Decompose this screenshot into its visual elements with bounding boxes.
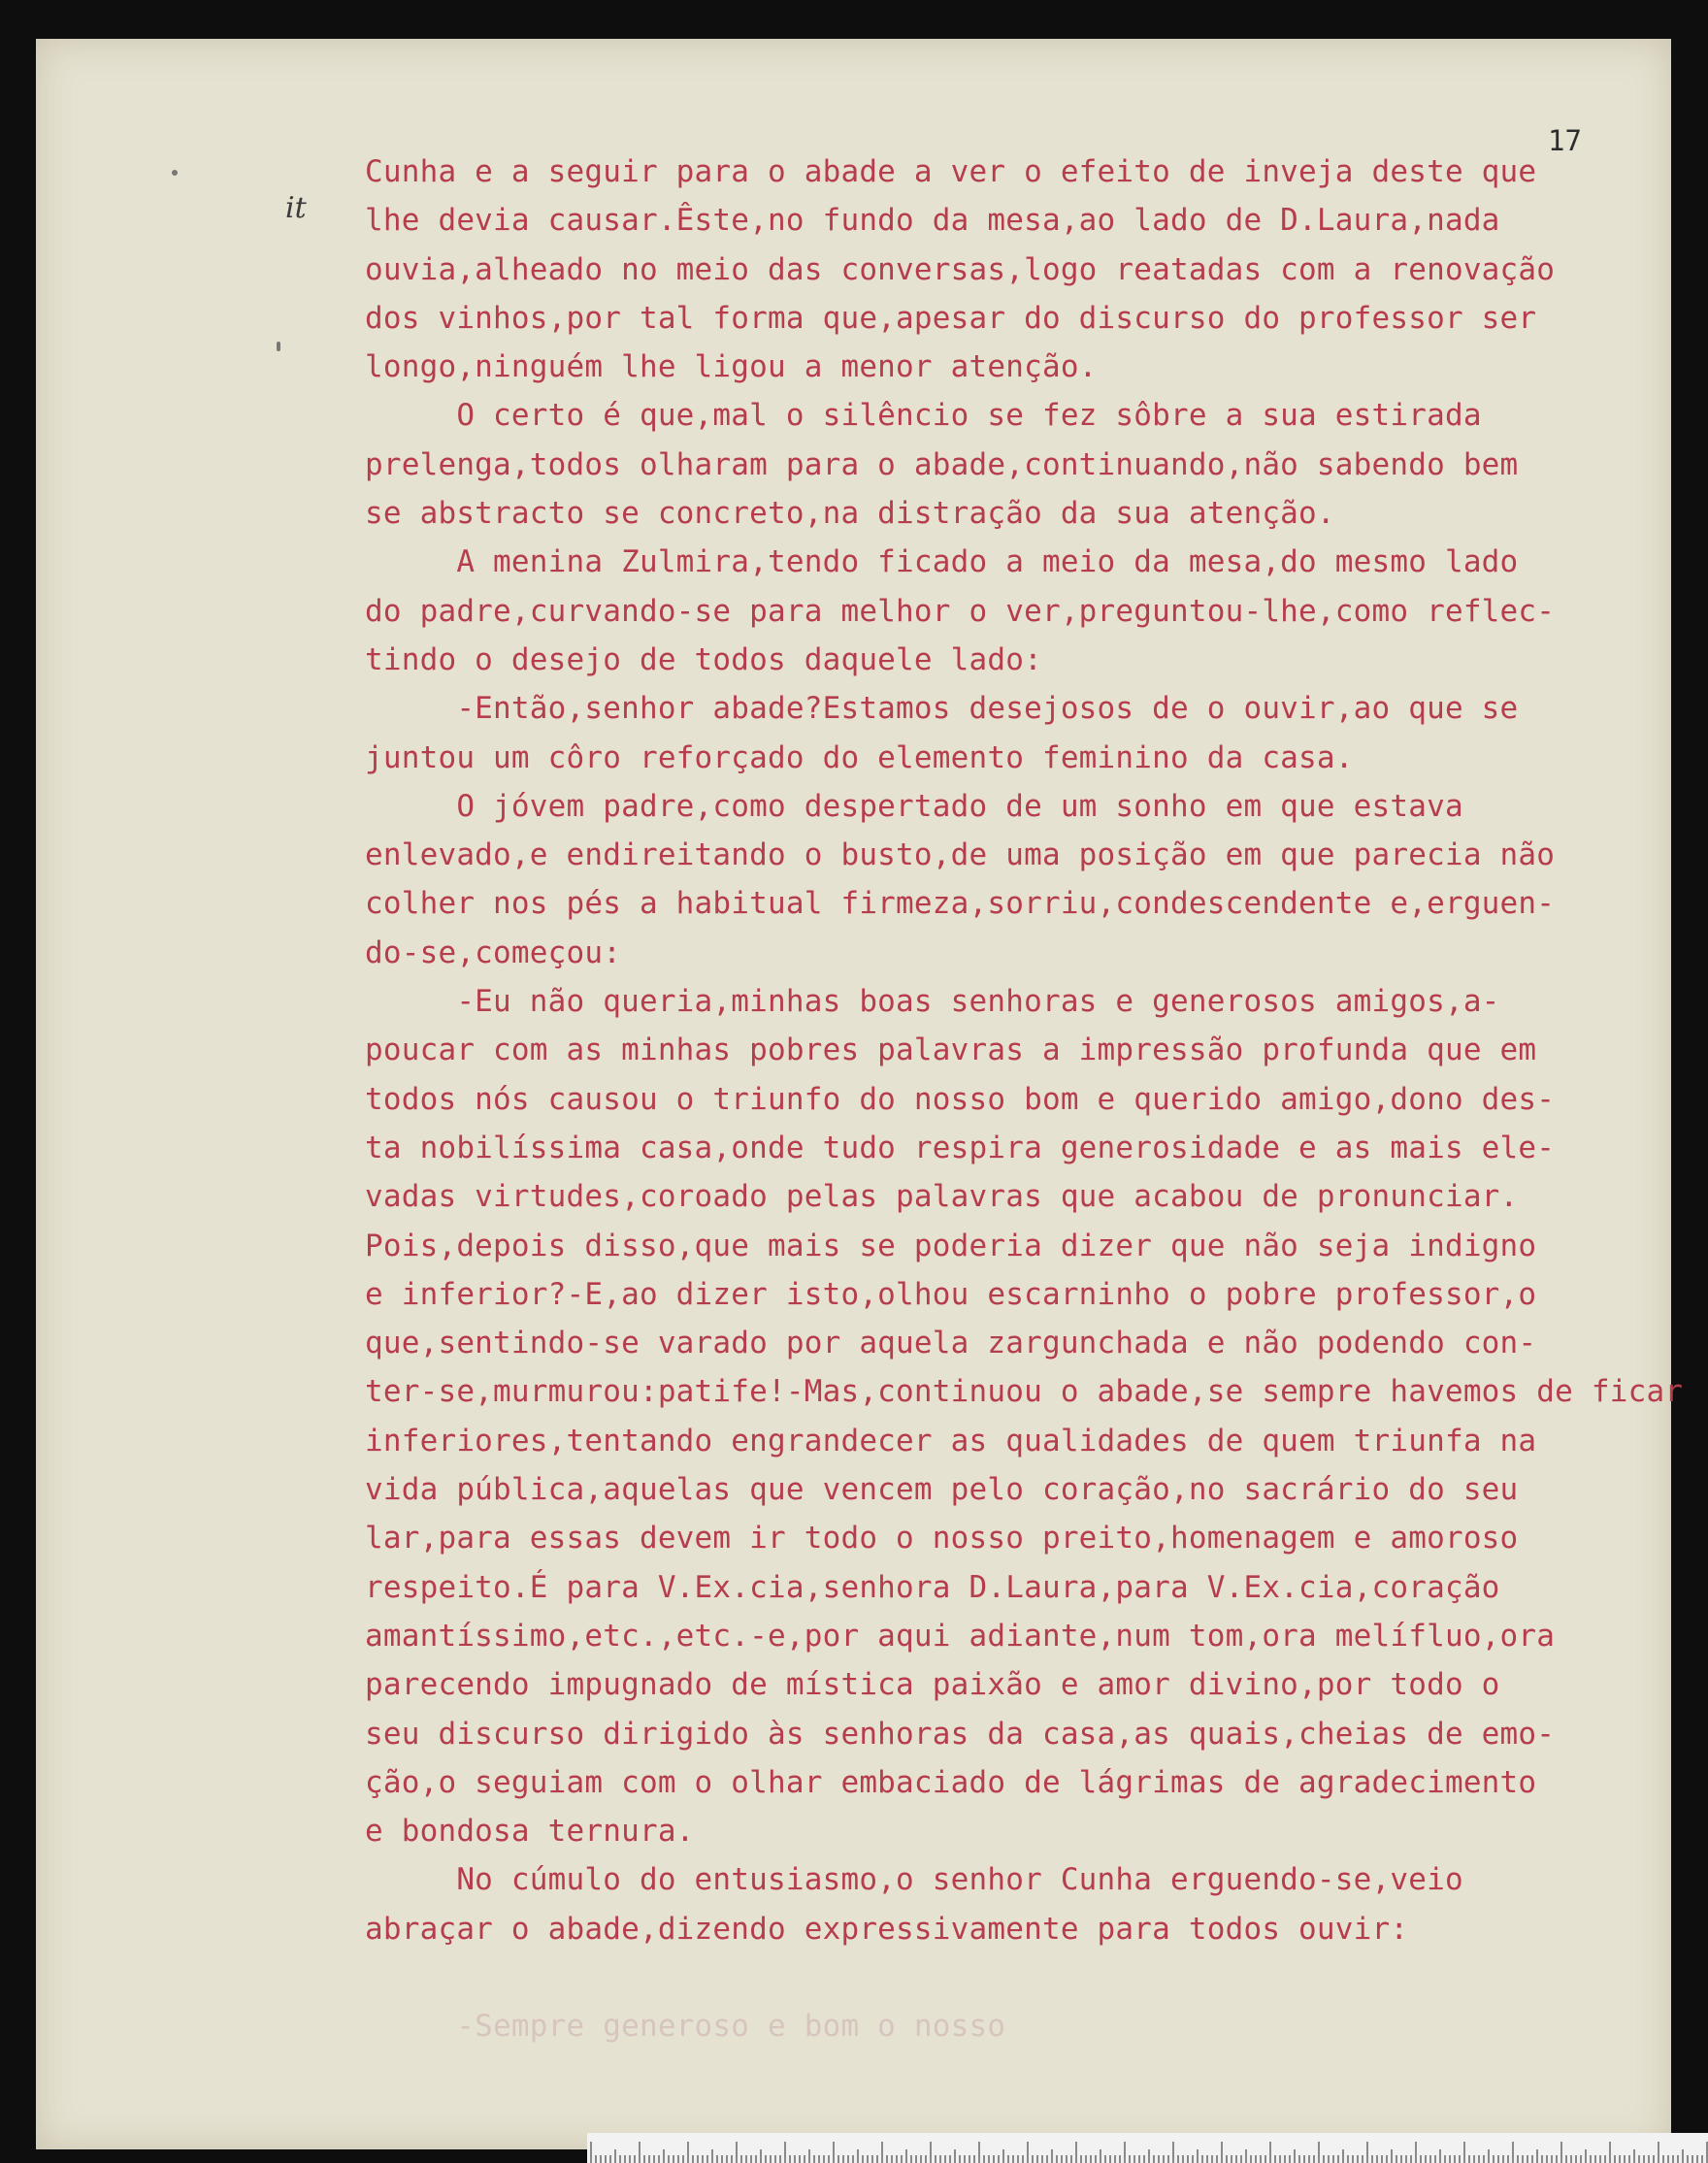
text-line: do-se,começou:	[365, 934, 622, 970]
text-line: O certo é que,mal o silêncio se fez sôbre a sua estirada	[365, 398, 1482, 434]
text-line: A menina Zulmira,tendo ficado a meio da mesa,do mesmo lado	[365, 544, 1519, 580]
text-line: parecendo impugnado de mística paixão e amor divino,por todo o	[365, 1667, 1500, 1703]
text-line: seu discurso dirigido às senhoras da casa,as quais,cheias de emo-	[365, 1716, 1556, 1752]
typed-text-body	[365, 147, 1684, 2051]
margin-mark	[172, 170, 178, 176]
text-line: vida pública,aquelas que vencem pelo coração,no sacrário do seu	[365, 1472, 1519, 1508]
text-line: -Eu não queria,minhas boas senhoras e generosos amigos,a-	[365, 984, 1500, 1020]
ruler-ticks	[587, 2133, 1708, 2163]
text-line: inferiores,tentando engrandecer as qualidades de quem triunfa na	[365, 1423, 1537, 1458]
text-line: dos vinhos,por tal forma que,apesar do discurso do professor ser	[365, 300, 1537, 336]
text-line: que,sentindo-se varado por aquela zargunchada e não podendo con-	[365, 1326, 1537, 1361]
text-line: ouvia,alheado no meio das conversas,logo reatadas com a renovação	[365, 251, 1556, 287]
text-line: respeito.É para V.Ex.cia,senhora D.Laura,para V.Ex.cia,coração	[365, 1569, 1500, 1605]
text-line: enlevado,e endireitando o busto,de uma posição em que parecia não	[365, 837, 1556, 873]
text-line: No cúmulo do entusiasmo,o senhor Cunha erguendo-se,veio	[365, 1862, 1463, 1898]
bleed-through-line: -Sempre generoso e bom o nosso	[365, 2009, 1006, 2045]
text-line: O jóvem padre,como despertado de um sonho em que estava	[365, 788, 1463, 824]
text-line: Pois,depois disso,que mais se poderia dizer que não seja indigno	[365, 1228, 1537, 1263]
text-line: ção,o seguiam com o olhar embaciado de lágrimas de agradecimento	[365, 1764, 1537, 1800]
text-line: poucar com as minhas pobres palavras a impressão profunda que em	[365, 1032, 1537, 1068]
text-line: e bondosa ternura.	[365, 1814, 695, 1850]
text-line: se abstracto se concreto,na distração da sua atenção.	[365, 496, 1335, 532]
text-line: do padre,curvando-se para melhor o ver,preguntou-lhe,como reflec-	[365, 593, 1556, 629]
text-line: amantíssimo,etc.,etc.-e,por aqui adiante,num tom,ora melífluo,ora	[365, 1618, 1556, 1654]
text-line: longo,ninguém lhe ligou a menor atenção.	[365, 349, 1098, 385]
text-line: ta nobilíssima casa,onde tudo respira generosidade e as mais ele-	[365, 1130, 1556, 1165]
text-line: ter-se,murmurou:patife!-Mas,continuou o abade,se sempre havemos de ficar	[365, 1374, 1684, 1410]
margin-mark	[277, 342, 280, 351]
text-line: Cunha e a seguir para o abade a ver o efeito de inveja deste que	[365, 154, 1537, 189]
text-line: todos nós causou o triunfo do nosso bom e querido amigo,dono des-	[365, 1081, 1556, 1117]
text-line: abraçar o abade,dizendo expressivamente para todos ouvir:	[365, 1911, 1409, 1947]
text-line: e inferior?-E,ao dizer isto,olhou escarninho o pobre professor,o	[365, 1276, 1537, 1312]
text-line: tindo o desejo de todos daquele lado:	[365, 641, 1042, 677]
text-line: vadas virtudes,coroado pelas palavras que acabou de pronunciar.	[365, 1179, 1519, 1215]
text-line: prelenga,todos olharam para o abade,continuando,não sabendo bem	[365, 446, 1519, 482]
page-number: 17	[1548, 124, 1582, 157]
text-line: lhe devia causar.Êste,no fundo da mesa,ao lado de D.Laura,nada	[365, 203, 1500, 239]
text-line: juntou um côro reforçado do elemento feminino da casa.	[365, 739, 1354, 775]
text-line: colher nos pés a habitual firmeza,sorriu,condescendente e,erguen-	[365, 886, 1556, 922]
margin-annotation: it	[285, 191, 307, 225]
document-page	[36, 39, 1684, 2149]
text-line: -Então,senhor abade?Estamos desejosos de o ouvir,ao que se	[365, 691, 1519, 727]
scale-ruler	[587, 2133, 1708, 2163]
text-line	[365, 1953, 1665, 2002]
text-line: lar,para essas devem ir todo o nosso preito,homenagem e amoroso	[365, 1521, 1519, 1557]
